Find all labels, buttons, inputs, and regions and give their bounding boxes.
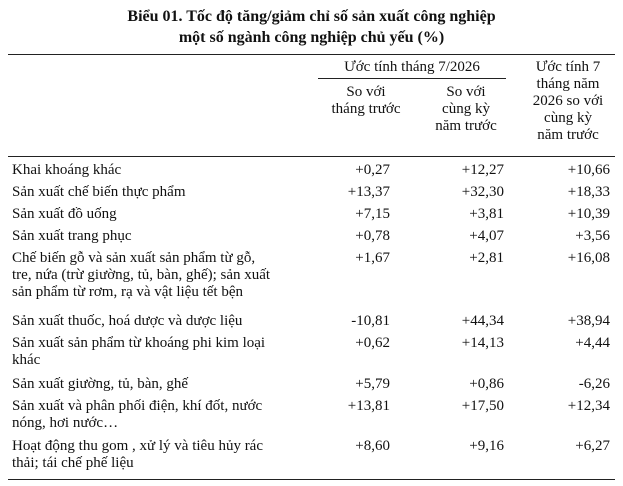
row-label: Sản xuất sản phẩm từ khoáng phi kim loại khác [12,335,266,368]
row-value-month: +0,62 [355,335,390,351]
row-label: Sản xuất giường, tủ, bàn, ghế [12,376,189,392]
row-value-month: +0,27 [355,162,390,178]
title-line-1: Biểu 01. Tốc độ tăng/giảm chỉ số sản xuất công nghiệp [127,8,496,25]
row-value-7months: +6,27 [575,438,610,454]
row-value-month: +13,81 [347,398,390,414]
row-value-year: +9,16 [469,438,504,454]
group-rule [318,78,506,79]
row-label: Sản xuất thuốc, hoá dược và dược liệu [12,313,243,329]
row-label: Khai khoáng khác [12,162,122,178]
row-value-7months: -6,26 [578,376,610,392]
row-value-year: +14,13 [461,335,504,351]
row-value-7months: +38,94 [567,313,610,329]
row-value-year: +17,50 [461,398,504,414]
row-value-year: +3,81 [469,206,504,222]
row-value-7months: +10,39 [567,206,610,222]
row-value-year: +44,34 [461,313,504,329]
row-label: Sản xuất đồ uống [12,206,117,222]
row-value-month: +1,67 [355,250,390,266]
top-rule [8,54,615,55]
row-value-year: +2,81 [469,250,504,266]
row-label: Sản xuất và phân phối điện, khí đốt, nước nóng, hơi nước… [12,398,263,431]
bottom-rule [8,479,615,480]
row-value-7months: +12,34 [567,398,610,414]
row-value-7months: +18,33 [567,184,610,200]
header-col-month-over-month: So với tháng trước [331,84,401,117]
row-value-year: +12,27 [461,162,504,178]
row-label: Sản xuất trang phục [12,228,132,244]
row-label: Sản xuất chế biến thực phẩm [12,184,186,200]
row-value-year: +32,30 [461,184,504,200]
row-value-month: +8,60 [355,438,390,454]
title-line-2: một số ngành công nghiệp chủ yếu (%) [178,29,445,46]
row-value-month: +7,15 [355,206,390,222]
row-label: Chế biến gỗ và sản xuất sản phẩm từ gỗ, tre, nứa (trừ giường, tủ, bàn, ghế); sản xuất sản phẩm từ rơm, rạ và vật liệu tết bện [12,250,271,300]
table-title [0,6,623,48]
row-value-7months: +16,08 [567,250,610,266]
header-col-year-over-year: So với cùng kỳ năm trước [435,84,497,134]
row-value-month: +5,79 [355,376,390,392]
header-col-seven-months: Ước tính 7 tháng năm 2026 so với cùng kỳ năm trước [532,59,604,143]
row-value-7months: +3,56 [575,228,610,244]
header-bottom-rule [8,156,615,157]
row-value-year: +4,07 [469,228,504,244]
row-value-7months: +4,44 [575,335,610,351]
row-value-year: +0,86 [469,376,504,392]
header-group-label: Ước tính tháng 7/2026 [344,59,480,75]
row-label: Hoạt động thu gom , xử lý và tiêu hủy rác thải; tái chế phế liệu [12,438,264,471]
row-value-month: +13,37 [347,184,390,200]
row-value-month: +0,78 [355,228,390,244]
row-value-month: -10,81 [351,313,390,329]
row-value-7months: +10,66 [567,162,610,178]
